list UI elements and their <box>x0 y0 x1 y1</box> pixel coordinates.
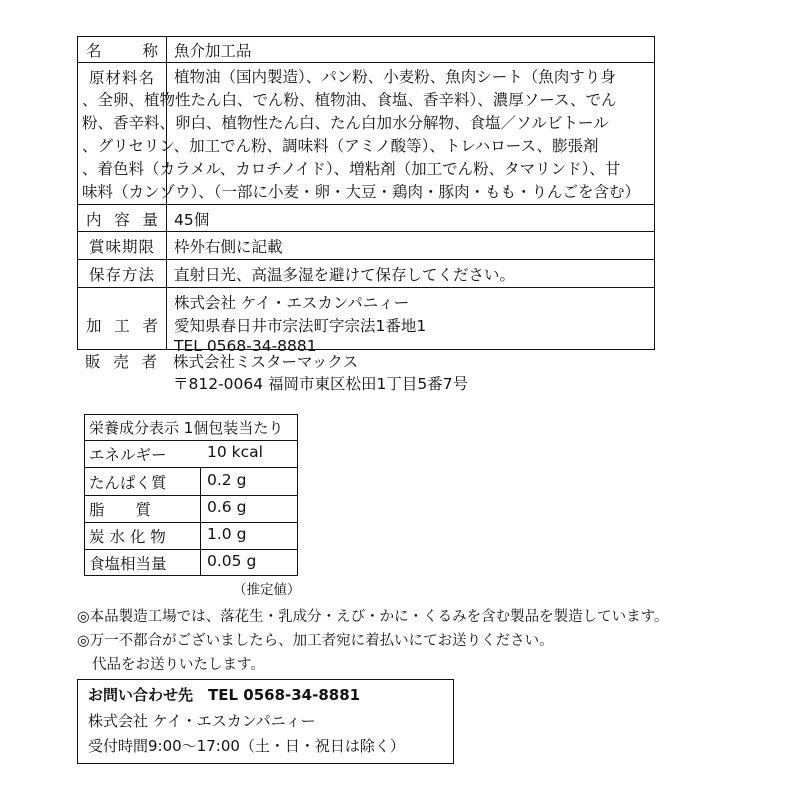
nutrition-label-salt: 食塩相当量 <box>89 555 167 573</box>
name-label: 名 称 <box>86 42 158 60</box>
nutrition-value-salt: 0.05 g <box>207 552 257 570</box>
seller-label: 販 売 者 <box>85 353 157 371</box>
expiry-label: 賞味期限 <box>88 238 155 256</box>
estimate-note: （推定値） <box>233 582 301 598</box>
content-value: 45個 <box>174 211 210 229</box>
row-divider <box>85 440 297 441</box>
ingredients-line: 粉、香辛料、卵白、植物性たん白、たん白加水分解物、食塩／ソルビトール <box>82 114 609 132</box>
row-divider <box>78 287 654 288</box>
processor-label: 加 工 者 <box>86 317 158 335</box>
nutrition-label-protein: たんぱく質 <box>89 474 167 492</box>
row-divider <box>85 549 297 550</box>
replacement-notice: 代品をお送りいたします。 <box>92 657 265 673</box>
processor-address: 愛知県春日井市宗法町字宗法1番地1 <box>174 317 427 335</box>
ingredients-line: 、全卵、植物性たん白、でん粉、植物油、食塩、香辛料）、濃厚ソース、でん <box>82 91 617 109</box>
row-divider <box>78 259 654 260</box>
nutrition-column-divider <box>200 467 201 575</box>
row-divider <box>85 522 297 523</box>
product-info-table <box>77 36 655 355</box>
nutrition-table <box>84 414 298 576</box>
ingredients-line: 、着色料（カラメル、カロチノイド）、増粘剤（加工でん粉、タマリンド）、甘 <box>82 160 621 178</box>
row-divider <box>78 204 654 205</box>
contact-hours: 受付時間9:00〜17:00（土・日・祝日は除く） <box>88 737 405 755</box>
allergen-notice: ◎本品製造工場では、落花生・乳成分・えび・かに・くるみを含む製品を製造しています。 <box>77 609 669 625</box>
ingredients-line: 味料（カンゾウ）、（一部に小麦・卵・大豆・鶏肉・豚肉・もも・りんごを含む） <box>82 183 641 201</box>
contact-heading: お問い合わせ先 TEL 0568-34-8881 <box>88 686 361 704</box>
processor-company: 株式会社 ケイ・エスカンパニィー <box>174 294 410 312</box>
row-divider <box>78 231 654 232</box>
row-divider <box>85 467 297 468</box>
ingredients-label: 原材料名 <box>88 69 155 87</box>
return-notice: ◎万一不都合がございましたら、加工者宛に着払いにてお送りください。 <box>77 633 554 649</box>
row-divider <box>78 62 654 63</box>
nutrition-value-carbohydrate: 1.0 g <box>207 525 247 543</box>
contact-company: 株式会社 ケイ・エスカンパニィー <box>88 712 316 730</box>
contact-box <box>77 679 454 764</box>
seller-address: 〒812-0064 福岡市東区松田1丁目5番7号 <box>173 375 469 393</box>
content-label: 内 容 量 <box>86 211 158 229</box>
nutrition-label-energy: エネルギー <box>89 446 167 464</box>
ingredients-line: 植物油（国内製造）、パン粉、小麦粉、魚肉シート（魚肉すり身 <box>174 68 616 86</box>
nutrition-label-fat: 脂 質 <box>89 501 152 519</box>
seller-company: 株式会社ミスターマックス <box>173 353 359 371</box>
ingredients-line: 、グリセリン、加工でん粉、調味料（アミノ酸等）、トレハロース、膨張剤 <box>82 137 599 155</box>
row-divider <box>85 495 297 496</box>
nutrition-value-fat: 0.6 g <box>207 498 247 516</box>
storage-value: 直射日光、高温多湿を避けて保存してください。 <box>174 266 516 284</box>
name-value: 魚介加工品 <box>174 42 252 60</box>
expiry-value: 枠外右側に記載 <box>174 238 283 256</box>
nutrition-header: 栄養成分表示 1個包装当たり <box>89 419 284 437</box>
storage-label: 保存方法 <box>88 266 155 284</box>
nutrition-label-carbohydrate: 炭 水 化 物 <box>89 528 166 546</box>
nutrition-value-protein: 0.2 g <box>207 471 247 489</box>
nutrition-value-energy: 10 kcal <box>207 443 263 461</box>
processor-phone: TEL 0568-34-8881 <box>174 337 317 355</box>
